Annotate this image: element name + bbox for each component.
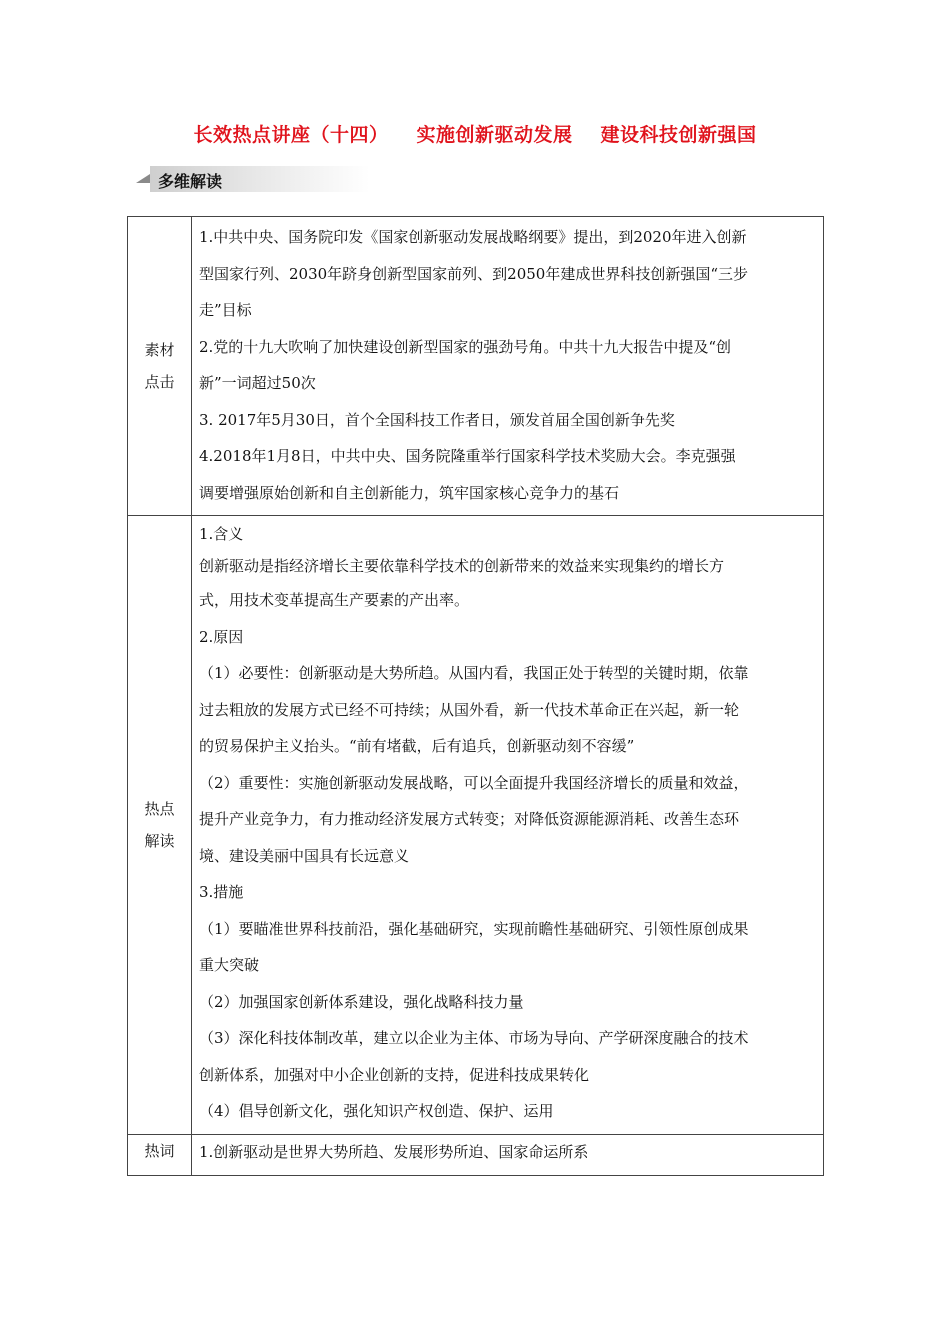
row-body-hotword: [192, 1134, 824, 1175]
text-line: 3. 2017年5月30日，首个全国科技工作者日，颁发首届全国创新争先奖: [199, 410, 675, 429]
row-body-material: [192, 217, 824, 516]
text-line: （1）必要性：创新驱动是大势所趋。从国内看，我国正处于转型的关键时期，依靠: [199, 664, 749, 682]
text-line: 1.含义: [199, 525, 244, 543]
text-line: （4）倡导创新文化，强化知识产权创造、保护、运用: [199, 1102, 554, 1120]
text-line: （2）重要性：实施创新驱动发展战略，可以全面提升我国经济增长的质量和效益，: [199, 773, 749, 792]
text-line: 1.中共中央、国务院印发《国家创新驱动发展战略纲要》提出，到2020年进入创新: [199, 228, 747, 246]
text-line: 重大突破: [199, 956, 260, 974]
title-part-1: 长效热点讲座（十四）: [193, 124, 389, 146]
section-triangle-icon: [136, 174, 150, 183]
text-line: 过去粗放的发展方式已经不可持续；从国外看，新一代技术革命正在兴起，新一轮: [199, 700, 740, 719]
text-line: 提升产业竞争力，有力推动经济发展方式转变；对降低资源能源消耗、改善生态环: [199, 810, 740, 828]
table-row-hotspot: [128, 516, 824, 1135]
text-line: 走”目标: [199, 301, 252, 319]
text-line: （3）深化科技体制改革，建立以企业为主体、市场为导向、产学研深度融合的技术: [199, 1029, 749, 1047]
text-line: 新”一词超过50次: [199, 374, 316, 392]
text-line: 创新体系，加强对中小企业创新的支持，促进科技成果转化: [199, 1065, 590, 1084]
text-line: 创新驱动是指经济增长主要依靠科学技术的创新带来的效益来实现集约的增长方: [199, 557, 725, 575]
row-body-hotspot: [192, 516, 824, 1135]
table-row-material: [128, 217, 824, 516]
table-row-hotword: [128, 1134, 824, 1175]
content-table: [127, 216, 824, 1176]
text-line: 调要增强原始创新和自主创新能力，筑牢国家核心竞争力的基石: [199, 483, 620, 502]
text-line: 境、建设美丽中国具有长远意义: [199, 846, 410, 865]
title-part-3: 建设科技创新强国: [600, 124, 757, 146]
text-line: 4.2018年1月8日，中共中央、国务院隆重举行国家科学技术奖励大会。李克强强: [199, 447, 736, 465]
text-line: （2）加强国家创新体系建设，强化战略科技力量: [199, 992, 524, 1011]
title-part-2: 实施创新驱动发展: [416, 124, 573, 146]
text-line: 的贸易保护主义抬头。“前有堵截，后有追兵，创新驱动刻不容缓”: [199, 737, 635, 755]
text-line: 2.原因: [199, 627, 244, 646]
document-title: [0, 120, 950, 147]
text-line: （1）要瞄准世界科技前沿，强化基础研究，实现前瞻性基础研究、引领性原创成果: [199, 919, 749, 938]
text-line: 2.党的十九大吹响了加快建设创新型国家的强劲号角。中共十九大报告中提及“创: [199, 337, 731, 356]
text-line: 3.措施: [199, 883, 244, 901]
text-line: 型国家行列、2030年跻身创新型国家前列、到2050年建成世界科技创新强国“三步: [199, 264, 749, 283]
row-header-hotspot: 热点 解读: [128, 516, 192, 1135]
row-header-hotword: 热词: [128, 1134, 192, 1175]
section-label: 多维解读: [158, 172, 223, 191]
text-line: 1.创新驱动是世界大势所趋、发展形势所迫、国家命运所系: [199, 1142, 589, 1161]
row-header-material: 素材 点击: [128, 217, 192, 516]
text-line: 式，用技术变革提高生产要素的产出率。: [199, 591, 470, 609]
